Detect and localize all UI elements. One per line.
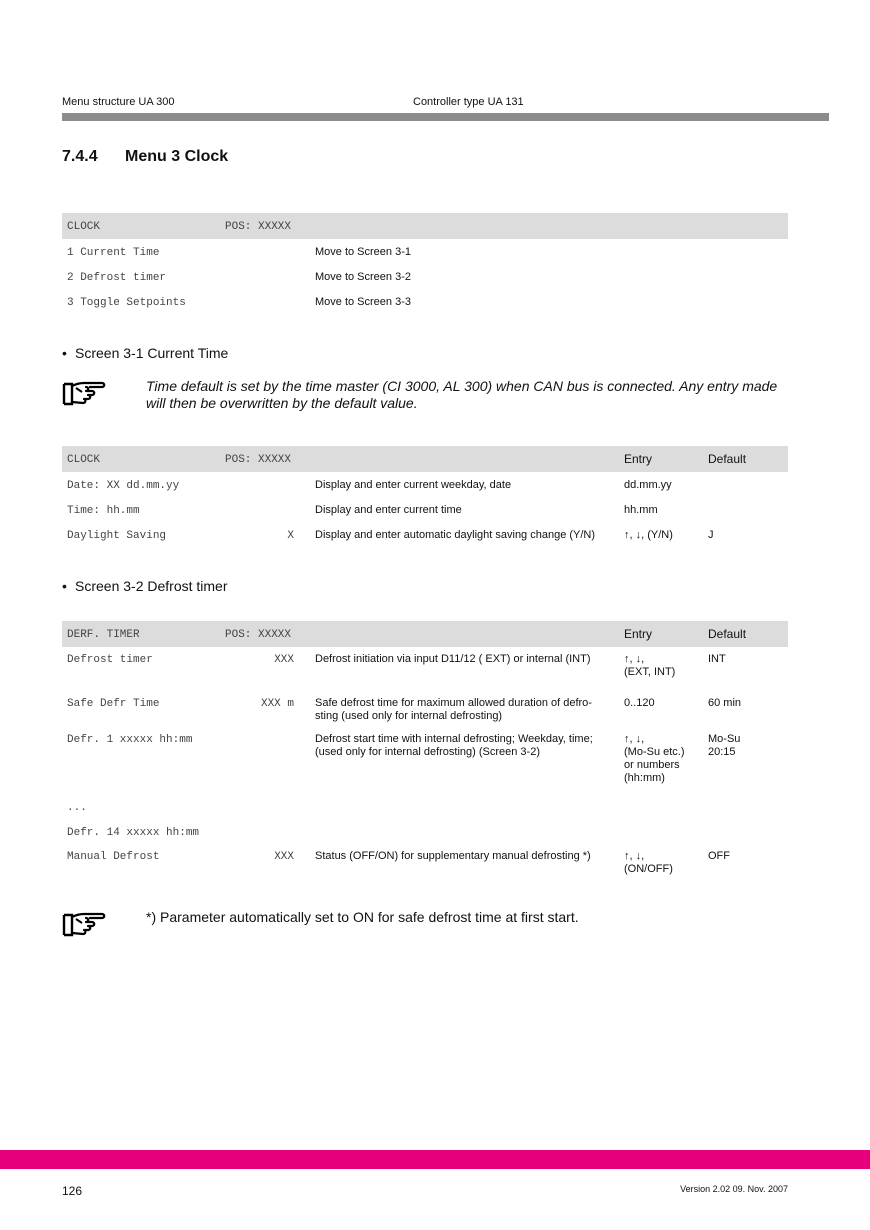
table-row xyxy=(62,845,788,877)
param-default: OFF xyxy=(708,850,730,862)
menu-head-col1: CLOCK xyxy=(67,221,101,233)
param-name: Daylight Saving xyxy=(67,530,167,542)
param-default: 60 min xyxy=(708,697,742,709)
head-col2: POS: XXXXX xyxy=(225,629,292,641)
defrost-timer-table-head xyxy=(62,621,788,647)
table-row xyxy=(62,691,788,728)
running-header-middle: Controller type UA 131 xyxy=(413,96,524,108)
description-line: (used only for internal defrosting) (Screen 3-2) xyxy=(315,746,540,758)
entry-line: (hh:mm) xyxy=(624,772,665,784)
param-value: XXX xyxy=(274,654,294,666)
page-number: 126 xyxy=(62,1184,83,1198)
param-description: Display and enter current time xyxy=(315,504,462,516)
entry-line: ↑, ↓, xyxy=(624,653,645,665)
param-description: Display and enter automatic daylight saving change (Y/N) xyxy=(315,529,596,541)
head-col2: POS: XXXXX xyxy=(225,454,292,466)
entry-line: ↑, ↓, xyxy=(624,850,645,862)
default-line: 20:15 xyxy=(708,746,736,758)
head-entry: Entry xyxy=(624,452,653,466)
version-info: Version 2.02 09. Nov. 2007 xyxy=(680,1184,788,1194)
running-header-left: Menu structure UA 300 xyxy=(62,96,175,108)
param-default xyxy=(708,733,788,759)
param-default: J xyxy=(708,529,714,541)
bullet-icon: • xyxy=(62,578,67,594)
menu-item-description: Move to Screen 3-2 xyxy=(315,271,411,283)
param-name: Defrost timer xyxy=(67,654,153,666)
defrost-timer-table xyxy=(62,621,788,877)
table-row xyxy=(62,647,788,691)
param-entry xyxy=(624,733,706,785)
param-entry: hh.mm xyxy=(624,504,658,516)
table-row xyxy=(62,820,788,845)
ellipsis-row: ... xyxy=(67,802,87,814)
param-description xyxy=(315,697,620,723)
entry-line: (Mo-Su etc.) xyxy=(624,746,685,758)
param-default: INT xyxy=(708,653,726,665)
param-name: Defr. 1 xxxxx hh:mm xyxy=(67,734,193,746)
head-col1: CLOCK xyxy=(67,454,101,466)
head-col1: DERF. TIMER xyxy=(67,629,140,641)
param-entry xyxy=(624,653,706,679)
table-row xyxy=(62,795,788,820)
entry-line: or numbers xyxy=(624,759,680,771)
table-row xyxy=(62,472,788,497)
menu-table xyxy=(62,213,788,314)
menu-item-label: 3 Toggle Setpoints xyxy=(67,297,186,309)
param-entry xyxy=(624,850,706,876)
entry-line: ↑, ↓, xyxy=(624,733,645,745)
entry-line: (EXT, INT) xyxy=(624,666,676,678)
description-line: Safe defrost time for maximum allowed duration of defro- xyxy=(315,697,592,709)
head-default: Default xyxy=(708,452,747,466)
table-row xyxy=(62,239,788,264)
screen1-title: Screen 3-1 Current Time xyxy=(75,345,229,361)
menu-head-col2: POS: XXXXX xyxy=(225,221,292,233)
entry-line: (ON/OFF) xyxy=(624,863,673,875)
screen1-heading xyxy=(62,345,228,361)
param-entry: 0..120 xyxy=(624,697,655,709)
table-row xyxy=(62,497,788,522)
menu-item-label: 2 Defrost timer xyxy=(67,272,167,284)
default-line: Mo-Su xyxy=(708,733,741,745)
param-value: XXX xyxy=(274,851,294,863)
menu-item-description: Move to Screen 3-1 xyxy=(315,246,411,258)
param-value: XXX m xyxy=(260,698,294,710)
head-entry: Entry xyxy=(624,627,653,641)
description-line: sting (used only for internal defrosting) xyxy=(315,710,503,722)
param-description: Display and enter current weekday, date xyxy=(315,479,512,491)
section-number: 7.4.4 xyxy=(62,148,98,165)
param-name: Date: XX dd.mm.yy xyxy=(67,480,180,492)
footer-accent-bar xyxy=(0,1150,870,1169)
pointing-hand-icon xyxy=(62,380,108,406)
head-default: Default xyxy=(708,627,747,641)
param-entry: ↑, ↓, (Y/N) xyxy=(624,529,673,541)
menu-item-description: Move to Screen 3-3 xyxy=(315,296,411,308)
menu-table-head xyxy=(62,213,788,239)
screen1-note: Time default is set by the time master (CI 3000, AL 300) when CAN bus is connected. Any entry made will then be overwritten by the default value. xyxy=(146,378,778,411)
param-value: X xyxy=(287,530,294,542)
menu-item-label: 1 Current Time xyxy=(67,247,160,259)
param-description: Defrost initiation via input D11/12 ( EXT) or internal (INT) xyxy=(315,653,591,665)
footnote: *) Parameter automatically set to ON for safe defrost time at first start. xyxy=(146,909,579,925)
pointing-hand-icon xyxy=(62,911,108,937)
param-name: Manual Defrost xyxy=(67,851,160,863)
description-line: Defrost start time with internal defrosting; Weekday, time; xyxy=(315,733,593,745)
table-row xyxy=(62,522,788,547)
screen2-heading xyxy=(62,578,228,594)
screen2-title: Screen 3-2 Defrost timer xyxy=(75,578,228,594)
table-row xyxy=(62,728,788,795)
param-name: Defr. 14 xxxxx hh:mm xyxy=(67,827,200,839)
section-title xyxy=(62,148,228,166)
section-heading: Menu 3 Clock xyxy=(125,148,229,165)
param-name: Time: hh.mm xyxy=(67,505,140,517)
param-description: Status (OFF/ON) for supplementary manual defrosting *) xyxy=(315,850,591,862)
header-divider xyxy=(62,113,829,121)
param-name: Safe Defr Time xyxy=(67,698,160,710)
current-time-table xyxy=(62,446,788,547)
bullet-icon: • xyxy=(62,345,67,361)
table-row xyxy=(62,289,788,314)
table-row xyxy=(62,264,788,289)
param-entry: dd.mm.yy xyxy=(624,479,672,491)
param-description xyxy=(315,733,620,759)
current-time-table-head xyxy=(62,446,788,472)
